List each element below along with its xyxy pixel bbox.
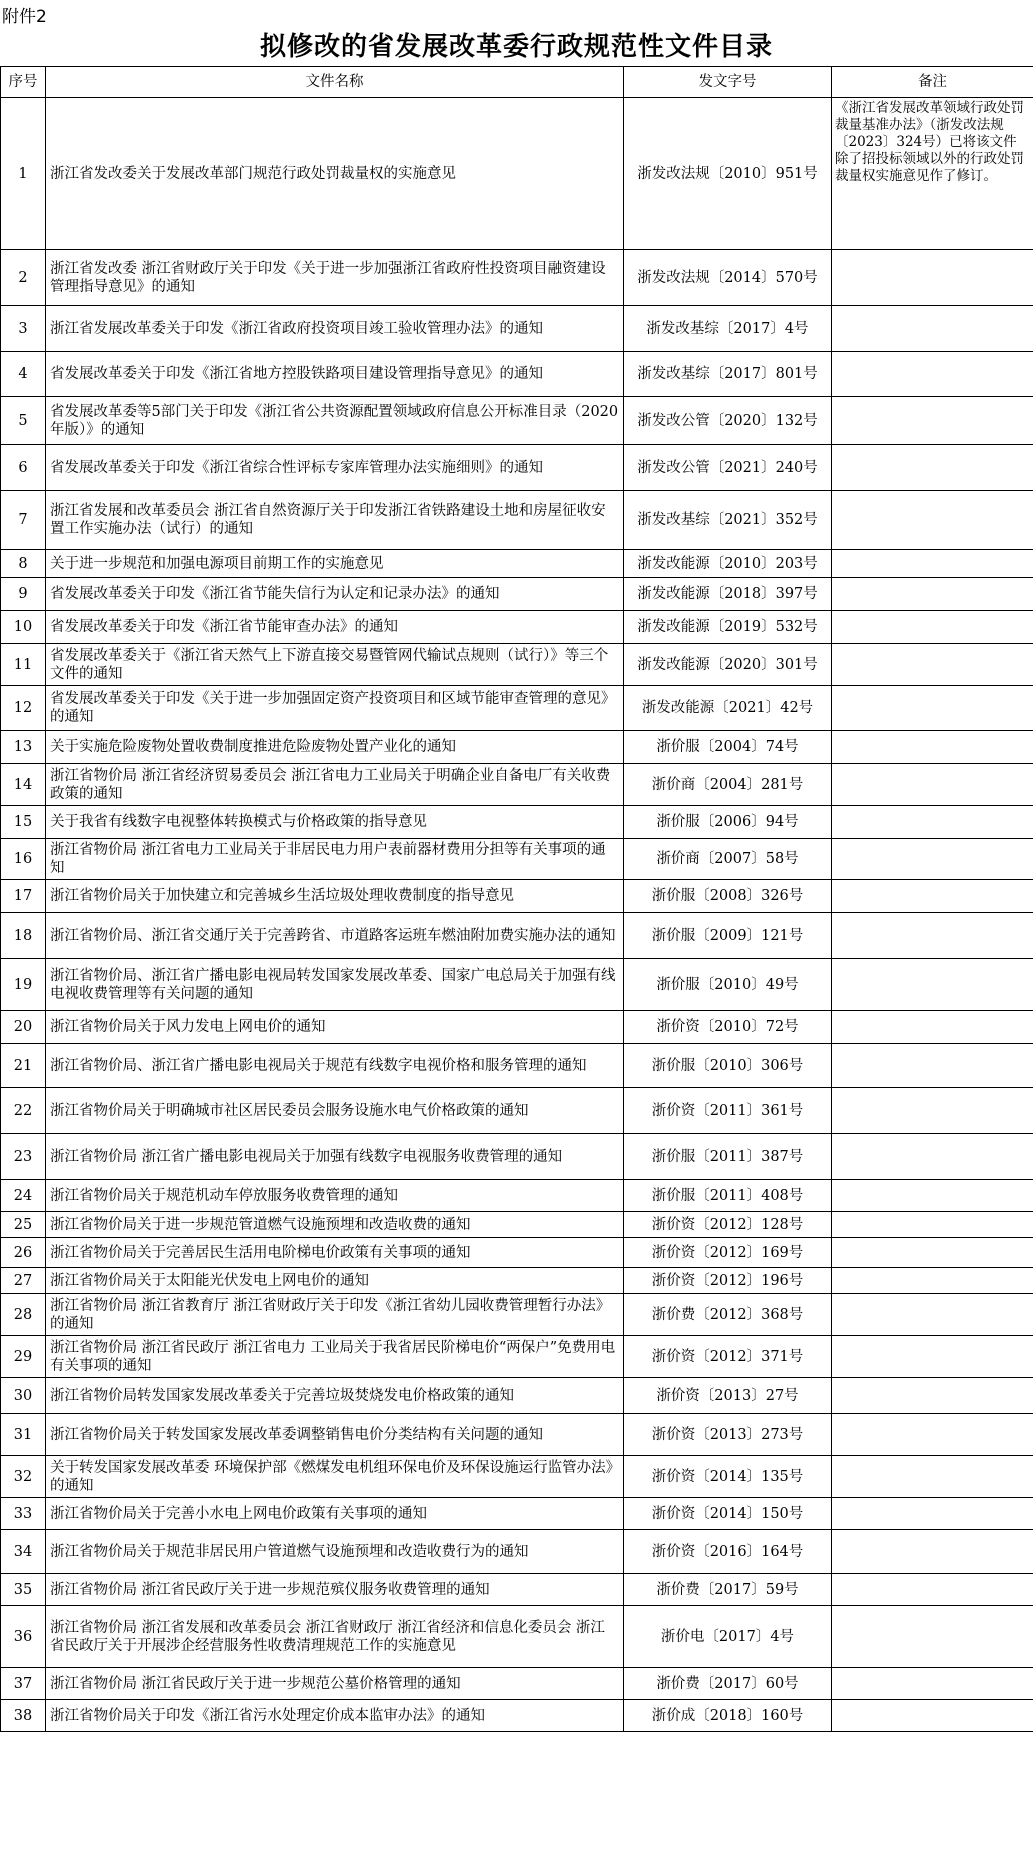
cell-name: 关于进一步规范和加强电源项目前期工作的实施意见	[46, 550, 624, 578]
document-table	[0, 66, 1033, 1732]
cell-note	[832, 1180, 1033, 1212]
cell-name: 浙江省物价局关于明确城市社区居民委员会服务设施水电气价格政策的通知	[46, 1088, 624, 1134]
cell-no: 24	[1, 1180, 46, 1212]
table-row	[1, 1088, 1033, 1134]
table-row	[1, 731, 1033, 764]
cell-no: 27	[1, 1268, 46, 1294]
cell-note	[832, 611, 1033, 644]
cell-code: 浙价服〔2004〕74号	[624, 731, 832, 764]
cell-name: 浙江省物价局 浙江省民政厅关于进一步规范公墓价格管理的通知	[46, 1668, 624, 1700]
cell-name: 浙江省物价局关于规范机动车停放服务收费管理的通知	[46, 1180, 624, 1212]
cell-code: 浙价服〔2010〕49号	[624, 959, 832, 1011]
cell-note	[832, 250, 1033, 306]
cell-note: 《浙江省发展改革领域行政处罚裁量基准办法》（浙发改法规〔2023〕324号）已将该文件除了招投标领域以外的行政处罚裁量权实施意见作了修订。	[832, 98, 1033, 250]
cell-no: 33	[1, 1498, 46, 1530]
cell-no: 31	[1, 1414, 46, 1456]
cell-no: 29	[1, 1336, 46, 1378]
cell-name: 省发展改革委关于印发《浙江省节能审查办法》的通知	[46, 611, 624, 644]
cell-no: 26	[1, 1238, 46, 1268]
cell-name: 关于我省有线数字电视整体转换模式与价格政策的指导意见	[46, 806, 624, 839]
cell-name: 浙江省物价局关于太阳能光伏发电上网电价的通知	[46, 1268, 624, 1294]
table-row	[1, 306, 1033, 352]
cell-no: 15	[1, 806, 46, 839]
cell-note	[832, 550, 1033, 578]
cell-code: 浙价资〔2013〕273号	[624, 1414, 832, 1456]
cell-no: 1	[1, 98, 46, 250]
cell-name: 浙江省物价局关于转发国家发展改革委调整销售电价分类结构有关问题的通知	[46, 1414, 624, 1456]
cell-no: 9	[1, 578, 46, 611]
cell-note	[832, 644, 1033, 686]
cell-code: 浙发改基综〔2017〕801号	[624, 352, 832, 397]
header-name: 文件名称	[46, 67, 624, 98]
cell-no: 16	[1, 839, 46, 880]
cell-note	[832, 959, 1033, 1011]
table-row	[1, 1268, 1033, 1294]
cell-code: 浙价商〔2007〕58号	[624, 839, 832, 880]
cell-name: 浙江省物价局 浙江省民政厅 浙江省电力 工业局关于我省居民阶梯电价“两保户”免费用电有关事项的通知	[46, 1336, 624, 1378]
cell-name: 浙江省物价局、浙江省广播电影电视局关于规范有线数字电视价格和服务管理的通知	[46, 1044, 624, 1088]
cell-name: 浙江省发展和改革委员会 浙江省自然资源厅关于印发浙江省铁路建设土地和房屋征收安置工作实施办法（试行）的通知	[46, 491, 624, 550]
cell-no: 17	[1, 880, 46, 913]
header-no: 序号	[1, 67, 46, 98]
attachment-label: 附件2	[2, 7, 47, 27]
cell-code: 浙发改基综〔2021〕352号	[624, 491, 832, 550]
cell-name: 浙江省物价局 浙江省教育厅 浙江省财政厅关于印发《浙江省幼儿园收费管理暂行办法》的通知	[46, 1294, 624, 1336]
cell-name: 关于转发国家发展改革委 环境保护部《燃煤发电机组环保电价及环保设施运行监管办法》的通知	[46, 1456, 624, 1498]
table-row	[1, 1336, 1033, 1378]
table-row	[1, 250, 1033, 306]
cell-no: 13	[1, 731, 46, 764]
cell-note	[832, 1574, 1033, 1606]
table-row	[1, 839, 1033, 880]
cell-code: 浙发改法规〔2010〕951号	[624, 98, 832, 250]
cell-note	[832, 578, 1033, 611]
cell-note	[832, 1606, 1033, 1668]
cell-code: 浙发改基综〔2017〕4号	[624, 306, 832, 352]
cell-code: 浙价资〔2013〕27号	[624, 1378, 832, 1414]
cell-name: 浙江省物价局关于完善居民生活用电阶梯电价政策有关事项的通知	[46, 1238, 624, 1268]
table-row	[1, 1212, 1033, 1238]
table-row	[1, 1378, 1033, 1414]
cell-no: 12	[1, 686, 46, 731]
cell-name: 关于实施危险废物处置收费制度推进危险废物处置产业化的通知	[46, 731, 624, 764]
cell-no: 8	[1, 550, 46, 578]
table-body	[1, 98, 1033, 1732]
cell-no: 34	[1, 1530, 46, 1574]
cell-code: 浙价服〔2009〕121号	[624, 913, 832, 959]
cell-name: 浙江省物价局 浙江省经济贸易委员会 浙江省电力工业局关于明确企业自备电厂有关收费政策的通知	[46, 764, 624, 806]
cell-note	[832, 352, 1033, 397]
cell-no: 25	[1, 1212, 46, 1238]
cell-note	[832, 1336, 1033, 1378]
table-row	[1, 1498, 1033, 1530]
cell-code: 浙发改能源〔2021〕42号	[624, 686, 832, 731]
cell-code: 浙价费〔2017〕59号	[624, 1574, 832, 1606]
cell-code: 浙价成〔2018〕160号	[624, 1700, 832, 1732]
cell-code: 浙价电〔2017〕4号	[624, 1606, 832, 1668]
cell-code: 浙价资〔2012〕169号	[624, 1238, 832, 1268]
cell-name: 浙江省物价局关于进一步规范管道燃气设施预埋和改造收费的通知	[46, 1212, 624, 1238]
cell-note	[832, 1668, 1033, 1700]
table-row	[1, 686, 1033, 731]
table-row	[1, 959, 1033, 1011]
table-row	[1, 644, 1033, 686]
cell-note	[832, 1414, 1033, 1456]
cell-code: 浙价资〔2010〕72号	[624, 1011, 832, 1044]
cell-no: 21	[1, 1044, 46, 1088]
cell-code: 浙价资〔2012〕128号	[624, 1212, 832, 1238]
table-row	[1, 880, 1033, 913]
cell-note	[832, 731, 1033, 764]
cell-note	[832, 1238, 1033, 1268]
cell-name: 浙江省物价局转发国家发展改革委关于完善垃圾焚烧发电价格政策的通知	[46, 1378, 624, 1414]
cell-code: 浙价资〔2012〕371号	[624, 1336, 832, 1378]
cell-code: 浙价费〔2017〕60号	[624, 1668, 832, 1700]
cell-code: 浙发改公管〔2021〕240号	[624, 445, 832, 491]
cell-note	[832, 1498, 1033, 1530]
cell-name: 浙江省物价局 浙江省电力工业局关于非居民电力用户表前器材费用分担等有关事项的通知	[46, 839, 624, 880]
cell-note	[832, 306, 1033, 352]
cell-code: 浙发改能源〔2010〕203号	[624, 550, 832, 578]
cell-no: 35	[1, 1574, 46, 1606]
table-row	[1, 445, 1033, 491]
cell-note	[832, 1268, 1033, 1294]
table-row	[1, 913, 1033, 959]
cell-note	[832, 1456, 1033, 1498]
cell-no: 18	[1, 913, 46, 959]
cell-code: 浙价资〔2011〕361号	[624, 1088, 832, 1134]
cell-code: 浙价服〔2010〕306号	[624, 1044, 832, 1088]
cell-note	[832, 1134, 1033, 1180]
cell-note	[832, 1212, 1033, 1238]
cell-name: 浙江省发改委关于发展改革部门规范行政处罚裁量权的实施意见	[46, 98, 624, 250]
cell-no: 38	[1, 1700, 46, 1732]
cell-code: 浙价服〔2011〕387号	[624, 1134, 832, 1180]
cell-note	[832, 839, 1033, 880]
cell-no: 36	[1, 1606, 46, 1668]
cell-no: 22	[1, 1088, 46, 1134]
table-header-row	[1, 67, 1033, 98]
header-note: 备注	[832, 67, 1033, 98]
cell-no: 7	[1, 491, 46, 550]
cell-note	[832, 1700, 1033, 1732]
cell-name: 省发展改革委关于印发《浙江省节能失信行为认定和记录办法》的通知	[46, 578, 624, 611]
table-row	[1, 611, 1033, 644]
cell-note	[832, 880, 1033, 913]
cell-name: 浙江省物价局 浙江省广播电影电视局关于加强有线数字电视服务收费管理的通知	[46, 1134, 624, 1180]
cell-name: 省发展改革委等5部门关于印发《浙江省公共资源配置领域政府信息公开标准目录（2020年版）》的通知	[46, 397, 624, 445]
cell-code: 浙发改公管〔2020〕132号	[624, 397, 832, 445]
cell-code: 浙价资〔2014〕135号	[624, 1456, 832, 1498]
table-row	[1, 1574, 1033, 1606]
cell-no: 28	[1, 1294, 46, 1336]
table-row	[1, 98, 1033, 250]
cell-no: 23	[1, 1134, 46, 1180]
table-row	[1, 550, 1033, 578]
cell-name: 浙江省物价局关于印发《浙江省污水处理定价成本监审办法》的通知	[46, 1700, 624, 1732]
table-row	[1, 1134, 1033, 1180]
table-row	[1, 1011, 1033, 1044]
table-row	[1, 1606, 1033, 1668]
cell-note	[832, 491, 1033, 550]
cell-name: 浙江省发展改革委关于印发《浙江省政府投资项目竣工验收管理办法》的通知	[46, 306, 624, 352]
cell-name: 省发展改革委关于印发《关于进一步加强固定资产投资项目和区域节能审查管理的意见》的通知	[46, 686, 624, 731]
cell-note	[832, 1378, 1033, 1414]
cell-name: 浙江省物价局 浙江省民政厅关于进一步规范殡仪服务收费管理的通知	[46, 1574, 624, 1606]
table-row	[1, 1530, 1033, 1574]
table-row	[1, 1668, 1033, 1700]
cell-code: 浙发改能源〔2019〕532号	[624, 611, 832, 644]
cell-code: 浙价资〔2014〕150号	[624, 1498, 832, 1530]
table-row	[1, 1414, 1033, 1456]
cell-name: 省发展改革委关于印发《浙江省地方控股铁路项目建设管理指导意见》的通知	[46, 352, 624, 397]
cell-no: 4	[1, 352, 46, 397]
cell-note	[832, 1530, 1033, 1574]
table-row	[1, 1456, 1033, 1498]
cell-no: 5	[1, 397, 46, 445]
cell-note	[832, 806, 1033, 839]
cell-note	[832, 1011, 1033, 1044]
cell-no: 3	[1, 306, 46, 352]
cell-code: 浙价资〔2012〕196号	[624, 1268, 832, 1294]
cell-no: 19	[1, 959, 46, 1011]
table-row	[1, 1700, 1033, 1732]
cell-name: 浙江省物价局关于规范非居民用户管道燃气设施预埋和改造收费行为的通知	[46, 1530, 624, 1574]
cell-note	[832, 1088, 1033, 1134]
cell-name: 浙江省物价局关于加快建立和完善城乡生活垃圾处理收费制度的指导意见	[46, 880, 624, 913]
table-row	[1, 352, 1033, 397]
cell-no: 14	[1, 764, 46, 806]
cell-code: 浙价服〔2011〕408号	[624, 1180, 832, 1212]
cell-no: 6	[1, 445, 46, 491]
cell-name: 省发展改革委关于印发《浙江省综合性评标专家库管理办法实施细则》的通知	[46, 445, 624, 491]
table-row	[1, 491, 1033, 550]
table-row	[1, 764, 1033, 806]
header-code: 发文字号	[624, 67, 832, 98]
cell-name: 浙江省物价局关于风力发电上网电价的通知	[46, 1011, 624, 1044]
cell-note	[832, 1044, 1033, 1088]
table-row	[1, 397, 1033, 445]
cell-note	[832, 913, 1033, 959]
table-row	[1, 1294, 1033, 1336]
cell-code: 浙发改法规〔2014〕570号	[624, 250, 832, 306]
cell-code: 浙发改能源〔2020〕301号	[624, 644, 832, 686]
cell-name: 浙江省物价局 浙江省发展和改革委员会 浙江省财政厅 浙江省经济和信息化委员会 浙江省民政厅关于开展涉企经营服务性收费清理规范工作的实施意见	[46, 1606, 624, 1668]
cell-note	[832, 686, 1033, 731]
cell-name: 浙江省物价局、浙江省交通厅关于完善跨省、市道路客运班车燃油附加费实施办法的通知	[46, 913, 624, 959]
cell-code: 浙价服〔2006〕94号	[624, 806, 832, 839]
cell-code: 浙价费〔2012〕368号	[624, 1294, 832, 1336]
cell-note	[832, 397, 1033, 445]
cell-code: 浙价服〔2008〕326号	[624, 880, 832, 913]
cell-no: 2	[1, 250, 46, 306]
cell-name: 浙江省物价局、浙江省广播电影电视局转发国家发展改革委、国家广电总局关于加强有线电视收费管理等有关问题的通知	[46, 959, 624, 1011]
cell-code: 浙发改能源〔2018〕397号	[624, 578, 832, 611]
page-title: 拟修改的省发展改革委行政规范性文件目录	[259, 32, 773, 62]
cell-name: 省发展改革委关于《浙江省天然气上下游直接交易暨管网代输试点规则（试行）》等三个文件的通知	[46, 644, 624, 686]
cell-name: 浙江省物价局关于完善小水电上网电价政策有关事项的通知	[46, 1498, 624, 1530]
cell-note	[832, 764, 1033, 806]
cell-no: 30	[1, 1378, 46, 1414]
cell-note	[832, 1294, 1033, 1336]
cell-no: 20	[1, 1011, 46, 1044]
cell-no: 11	[1, 644, 46, 686]
cell-no: 37	[1, 1668, 46, 1700]
cell-name: 浙江省发改委 浙江省财政厅关于印发《关于进一步加强浙江省政府性投资项目融资建设管理指导意见》的通知	[46, 250, 624, 306]
cell-no: 32	[1, 1456, 46, 1498]
cell-code: 浙价资〔2016〕164号	[624, 1530, 832, 1574]
table-row	[1, 1180, 1033, 1212]
cell-no: 10	[1, 611, 46, 644]
table-row	[1, 1238, 1033, 1268]
table-row	[1, 1044, 1033, 1088]
table-row	[1, 806, 1033, 839]
table-row	[1, 578, 1033, 611]
cell-code: 浙价商〔2004〕281号	[624, 764, 832, 806]
cell-note	[832, 445, 1033, 491]
